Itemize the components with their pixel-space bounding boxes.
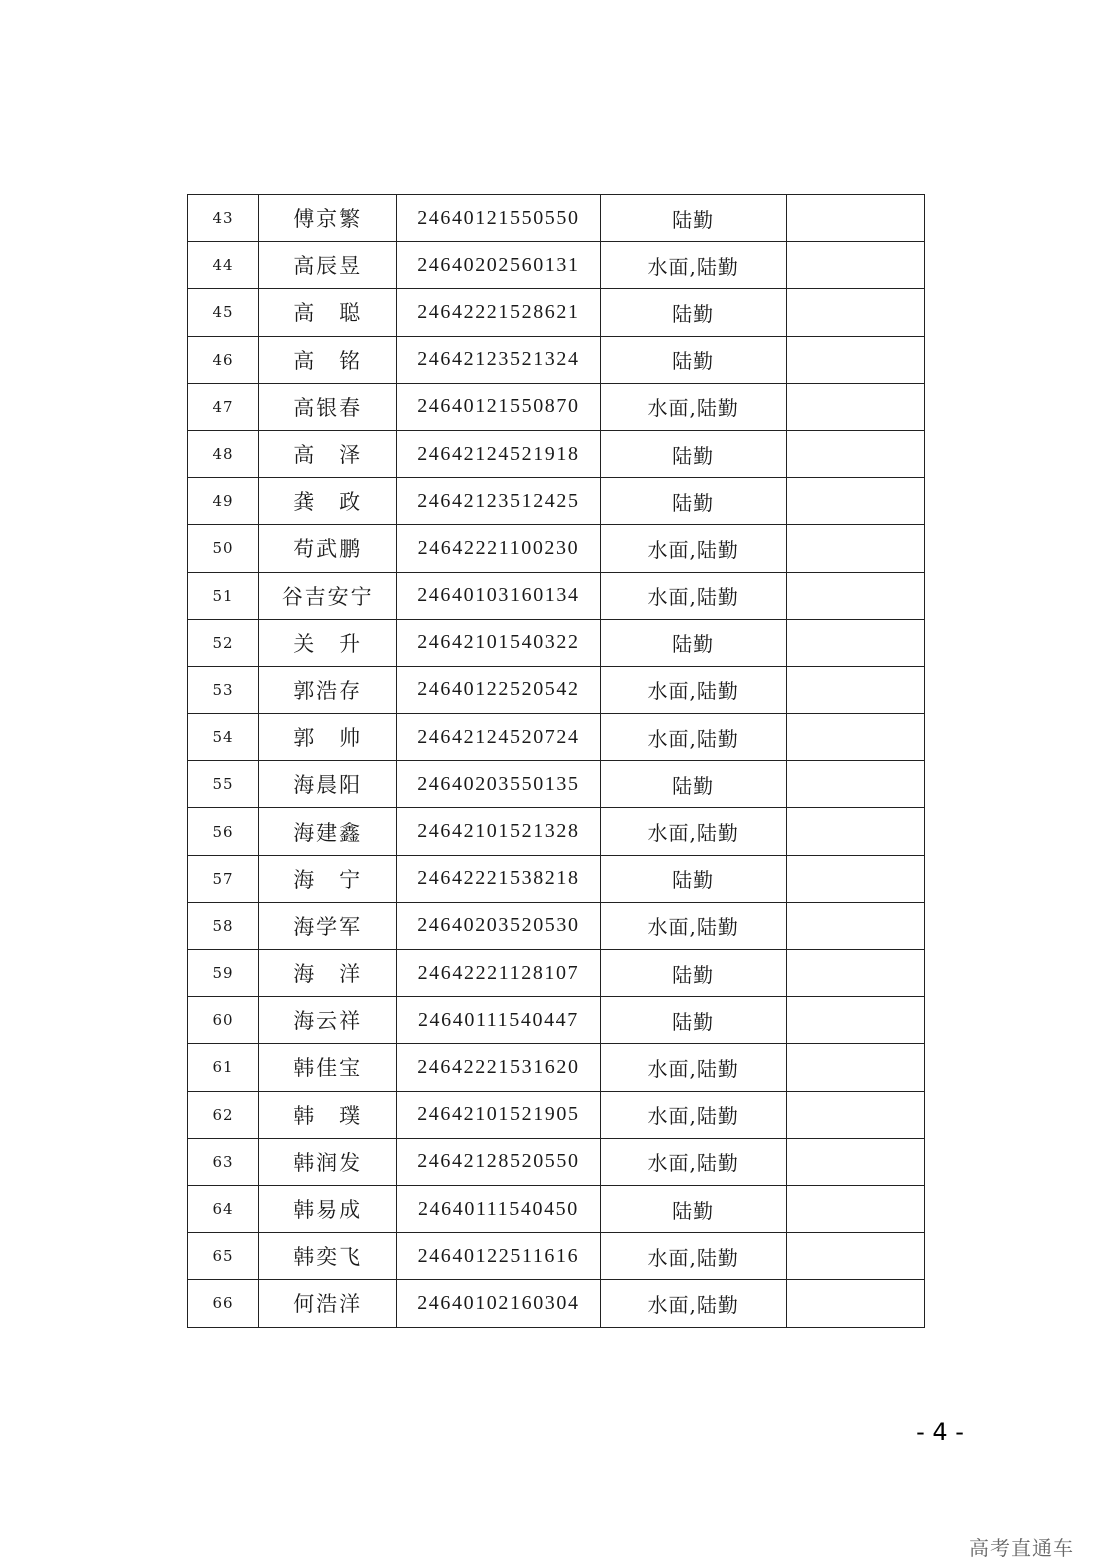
note-cell — [786, 195, 924, 242]
note-cell — [786, 242, 924, 289]
test-item-cell: 水面,陆勤 — [600, 1233, 786, 1280]
table-row — [188, 808, 925, 855]
page-number: - 4 - — [916, 1418, 964, 1446]
name-cell: 韩润发 — [259, 1138, 397, 1185]
name-cell: 韩 璞 — [259, 1091, 397, 1138]
candidate-id-cell: 24640122520542 — [397, 666, 600, 713]
candidate-id-cell: 24640111540447 — [397, 997, 600, 1044]
table-row — [188, 855, 925, 902]
row-number-cell: 49 — [188, 478, 259, 525]
name-cell: 韩佳宝 — [259, 1044, 397, 1091]
row-number-cell: 47 — [188, 383, 259, 430]
candidate-id-cell: 24640111540450 — [397, 1185, 600, 1232]
note-cell — [786, 572, 924, 619]
row-number-cell: 51 — [188, 572, 259, 619]
candidate-id-cell: 24640203520530 — [397, 902, 600, 949]
note-cell — [786, 525, 924, 572]
row-number-cell: 53 — [188, 666, 259, 713]
table-row — [188, 997, 925, 1044]
candidate-id-cell: 24642221128107 — [397, 950, 600, 997]
test-item-cell: 陆勤 — [600, 950, 786, 997]
row-number-cell: 61 — [188, 1044, 259, 1091]
test-item-cell: 水面,陆勤 — [600, 525, 786, 572]
row-number-cell: 55 — [188, 761, 259, 808]
table-row — [188, 619, 925, 666]
row-number-cell: 57 — [188, 855, 259, 902]
test-item-cell: 陆勤 — [600, 430, 786, 477]
roster-table-body — [188, 195, 925, 1328]
row-number-cell: 65 — [188, 1233, 259, 1280]
name-cell: 高辰昱 — [259, 242, 397, 289]
test-item-cell: 水面,陆勤 — [600, 383, 786, 430]
note-cell — [786, 478, 924, 525]
test-item-cell: 水面,陆勤 — [600, 1044, 786, 1091]
name-cell: 海 宁 — [259, 855, 397, 902]
note-cell — [786, 902, 924, 949]
test-item-cell: 水面,陆勤 — [600, 808, 786, 855]
note-cell — [786, 714, 924, 761]
candidate-id-cell: 24642128520550 — [397, 1138, 600, 1185]
table-row — [188, 572, 925, 619]
note-cell — [786, 808, 924, 855]
candidate-id-cell: 24642101521328 — [397, 808, 600, 855]
name-cell: 龚 政 — [259, 478, 397, 525]
name-cell: 谷吉安宁 — [259, 572, 397, 619]
name-cell: 高 铭 — [259, 336, 397, 383]
roster-table — [187, 194, 925, 1328]
test-item-cell: 水面,陆勤 — [600, 1280, 786, 1327]
row-number-cell: 58 — [188, 902, 259, 949]
name-cell: 海晨阳 — [259, 761, 397, 808]
candidate-id-cell: 24642221528621 — [397, 289, 600, 336]
table-row — [188, 336, 925, 383]
candidate-id-cell: 24642221100230 — [397, 525, 600, 572]
note-cell — [786, 383, 924, 430]
row-number-cell: 63 — [188, 1138, 259, 1185]
name-cell: 高 聪 — [259, 289, 397, 336]
table-row — [188, 1185, 925, 1232]
name-cell: 韩奕飞 — [259, 1233, 397, 1280]
table-row — [188, 902, 925, 949]
note-cell — [786, 1233, 924, 1280]
table-row — [188, 714, 925, 761]
row-number-cell: 56 — [188, 808, 259, 855]
table-row — [188, 195, 925, 242]
test-item-cell: 陆勤 — [600, 761, 786, 808]
row-number-cell: 52 — [188, 619, 259, 666]
table-row — [188, 1280, 925, 1327]
candidate-id-cell: 24640121550550 — [397, 195, 600, 242]
row-number-cell: 60 — [188, 997, 259, 1044]
candidate-id-cell: 24642124521918 — [397, 430, 600, 477]
candidate-id-cell: 24642124520724 — [397, 714, 600, 761]
test-item-cell: 水面,陆勤 — [600, 242, 786, 289]
table-row — [188, 666, 925, 713]
test-item-cell: 陆勤 — [600, 195, 786, 242]
test-item-cell: 陆勤 — [600, 1185, 786, 1232]
candidate-id-cell: 24642101540322 — [397, 619, 600, 666]
table-row — [188, 761, 925, 808]
row-number-cell: 44 — [188, 242, 259, 289]
name-cell: 韩易成 — [259, 1185, 397, 1232]
name-cell: 关 升 — [259, 619, 397, 666]
test-item-cell: 陆勤 — [600, 289, 786, 336]
table-row — [188, 289, 925, 336]
name-cell: 海建鑫 — [259, 808, 397, 855]
test-item-cell: 水面,陆勤 — [600, 902, 786, 949]
note-cell — [786, 1280, 924, 1327]
candidate-id-cell: 24640122511616 — [397, 1233, 600, 1280]
row-number-cell: 59 — [188, 950, 259, 997]
test-item-cell: 陆勤 — [600, 997, 786, 1044]
candidate-id-cell: 24640203550135 — [397, 761, 600, 808]
test-item-cell: 水面,陆勤 — [600, 1138, 786, 1185]
candidate-id-cell: 24642123521324 — [397, 336, 600, 383]
test-item-cell: 陆勤 — [600, 336, 786, 383]
candidate-id-cell: 24640121550870 — [397, 383, 600, 430]
table-row — [188, 525, 925, 572]
note-cell — [786, 997, 924, 1044]
candidate-id-cell: 24642101521905 — [397, 1091, 600, 1138]
table-row — [188, 1138, 925, 1185]
note-cell — [786, 761, 924, 808]
row-number-cell: 62 — [188, 1091, 259, 1138]
name-cell: 高 泽 — [259, 430, 397, 477]
table-row — [188, 950, 925, 997]
note-cell — [786, 950, 924, 997]
row-number-cell: 45 — [188, 289, 259, 336]
name-cell: 海 洋 — [259, 950, 397, 997]
row-number-cell: 66 — [188, 1280, 259, 1327]
note-cell — [786, 336, 924, 383]
row-number-cell: 46 — [188, 336, 259, 383]
note-cell — [786, 1091, 924, 1138]
candidate-id-cell: 24640102160304 — [397, 1280, 600, 1327]
note-cell — [786, 289, 924, 336]
test-item-cell: 陆勤 — [600, 619, 786, 666]
name-cell: 海学军 — [259, 902, 397, 949]
table-row — [188, 1091, 925, 1138]
candidate-id-cell: 24642221538218 — [397, 855, 600, 902]
table-row — [188, 1233, 925, 1280]
test-item-cell: 水面,陆勤 — [600, 1091, 786, 1138]
table-row — [188, 242, 925, 289]
note-cell — [786, 430, 924, 477]
watermark-text: 高考直通车 — [969, 1536, 1074, 1560]
test-item-cell: 水面,陆勤 — [600, 714, 786, 761]
table-row — [188, 430, 925, 477]
name-cell: 高银春 — [259, 383, 397, 430]
row-number-cell: 64 — [188, 1185, 259, 1232]
test-item-cell: 水面,陆勤 — [600, 666, 786, 713]
note-cell — [786, 1138, 924, 1185]
test-item-cell: 水面,陆勤 — [600, 572, 786, 619]
table-row — [188, 383, 925, 430]
name-cell: 郭 帅 — [259, 714, 397, 761]
candidate-id-cell: 24640202560131 — [397, 242, 600, 289]
note-cell — [786, 1044, 924, 1091]
candidate-id-cell: 24642221531620 — [397, 1044, 600, 1091]
note-cell — [786, 666, 924, 713]
row-number-cell: 48 — [188, 430, 259, 477]
name-cell: 郭浩存 — [259, 666, 397, 713]
row-number-cell: 50 — [188, 525, 259, 572]
test-item-cell: 陆勤 — [600, 478, 786, 525]
candidate-id-cell: 24640103160134 — [397, 572, 600, 619]
note-cell — [786, 619, 924, 666]
table-row — [188, 1044, 925, 1091]
candidate-id-cell: 24642123512425 — [397, 478, 600, 525]
note-cell — [786, 855, 924, 902]
name-cell: 何浩洋 — [259, 1280, 397, 1327]
row-number-cell: 43 — [188, 195, 259, 242]
note-cell — [786, 1185, 924, 1232]
test-item-cell: 陆勤 — [600, 855, 786, 902]
name-cell: 苟武鹏 — [259, 525, 397, 572]
name-cell: 傅京繁 — [259, 195, 397, 242]
table-row — [188, 478, 925, 525]
row-number-cell: 54 — [188, 714, 259, 761]
name-cell: 海云祥 — [259, 997, 397, 1044]
